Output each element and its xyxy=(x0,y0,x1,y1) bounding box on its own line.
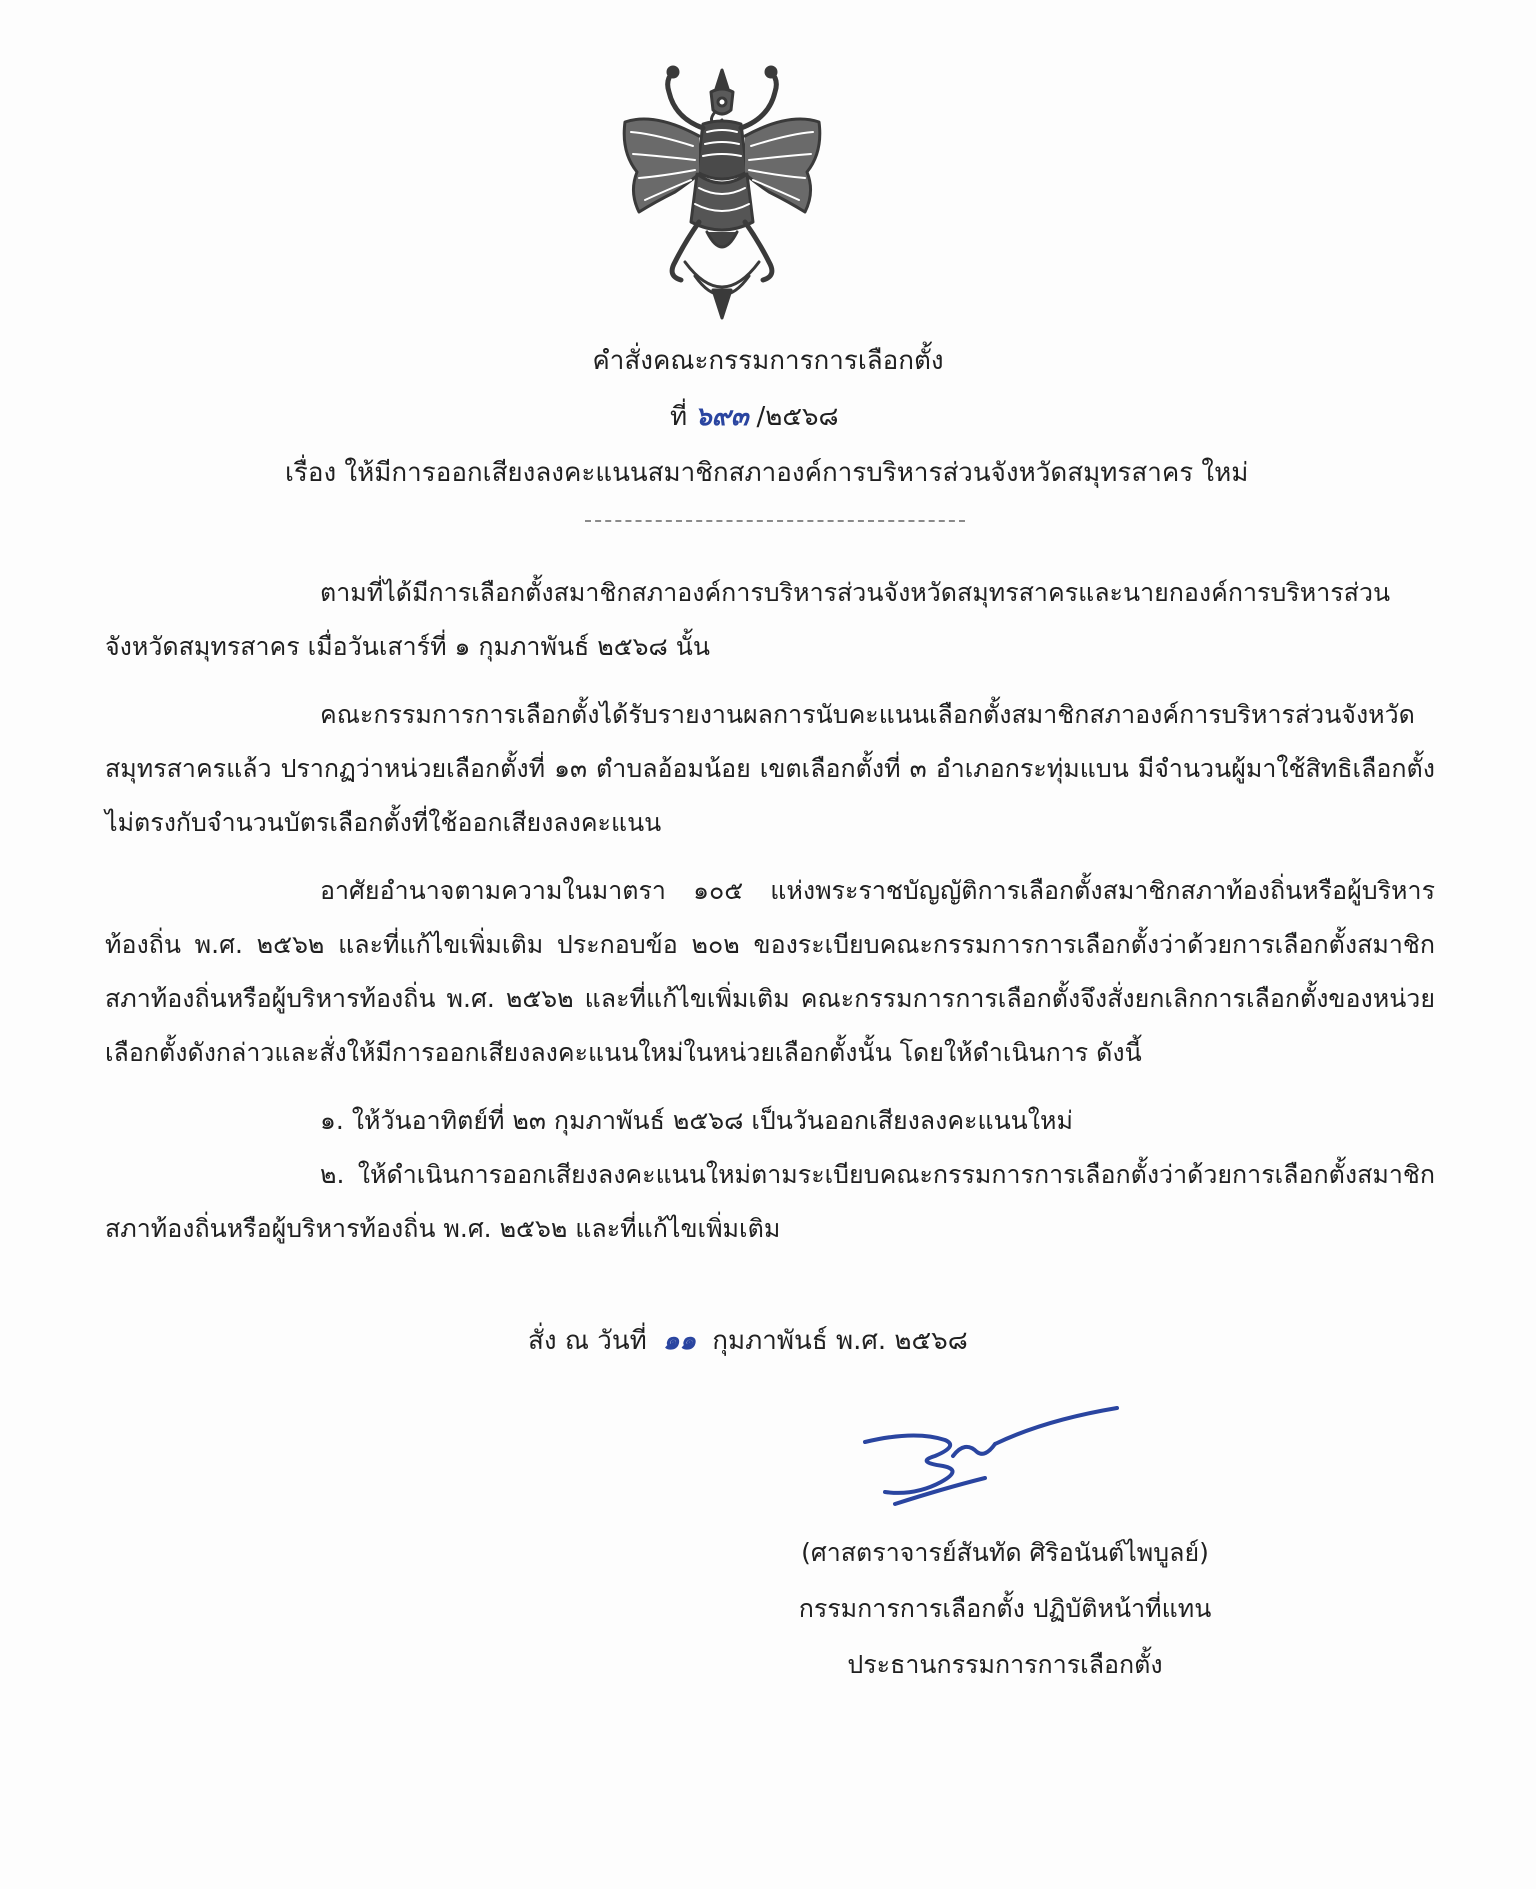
date-prefix: สั่ง ณ วันที่ xyxy=(528,1326,647,1356)
paragraph-3: อาศัยอำนาจตามความในมาตรา ๑๐๕ แห่งพระราชบัญญัติการเลือกตั้งสมาชิกสภาท้องถิ่นหรือผู้บริหารท้องถิ่น พ.ศ. ๒๕๖๒ และที่แก้ไขเพิ่มเติม ประกอบข้อ ๒๐๒ ของระเบียบคณะกรรมการการเลือกตั้งว่าด้วยการเลือกตั้งสมาชิกสภาท้องถิ่นหรือผู้บริหารท้องถิ่น พ.ศ. ๒๕๖๒ และที่แก้ไขเพิ่มเติม คณะกรรมการการเลือกตั้งจึงสั่งยกเลิกการเลือกตั้งของหน่วยเลือกตั้งดังกล่าวและสั่งให้มีการออกเสียงลงคะแนนใหม่ในหน่วยเลือกตั้งนั้น โดยให้ดำเนินการ ดังนี้ xyxy=(105,876,1435,1067)
paragraph-1: ตามที่ได้มีการเลือกตั้งสมาชิกสภาองค์การบริหารส่วนจังหวัดสมุทรสาครและนายกองค์การบริหารส่วนจังหวัดสมุทรสาคร เมื่อวันเสาร์ที่ ๑ กุมภาพันธ์ ๒๕๖๘ นั้น xyxy=(105,578,1391,661)
order-item-2: ๒. ให้ดำเนินการออกเสียงลงคะแนนใหม่ตามระเบียบคณะกรรมการการเลือกตั้งว่าด้วยการเลือกตั้งสมาชิกสภาท้องถิ่นหรือผู้บริหารท้องถิ่น พ.ศ. ๒๕๖๒ และที่แก้ไขเพิ่มเติม xyxy=(105,1160,1435,1243)
signatory-block xyxy=(740,1525,1270,1693)
garuda-emblem-icon xyxy=(615,62,830,322)
header-divider xyxy=(585,520,965,522)
date-day: ๑๑ xyxy=(663,1326,697,1356)
paragraph-2: คณะกรรมการการเลือกตั้งได้รับรายงานผลการนับคะแนนเลือกตั้งสมาชิกสภาองค์การบริหารส่วนจังหวัดสมุทรสาครแล้ว ปรากฏว่าหน่วยเลือกตั้งที่ ๑๓ ตำบลอ้อมน้อย เขตเลือกตั้งที่ ๓ อำเภอกระทุ่มแบน มีจำนวนผู้มาใช้สิทธิเลือกตั้งไม่ตรงกับจำนวนบัตรเลือกตั้งที่ใช้ออกเสียงลงคะแนน xyxy=(105,700,1435,837)
date-suffix: กุมภาพันธ์ พ.ศ. ๒๕๖๘ xyxy=(712,1326,968,1356)
document-body xyxy=(105,566,1435,1256)
order-number: ๖๙๓ xyxy=(695,402,749,432)
order-prefix: ที่ xyxy=(670,402,688,432)
document-title: คำสั่งคณะกรรมการการเลือกตั้ง xyxy=(592,346,944,376)
order-year: /๒๕๖๘ xyxy=(756,402,839,432)
issue-date-line xyxy=(528,1320,968,1361)
signatory-position-2: ประธานกรรมการการเลือกตั้ง xyxy=(847,1650,1163,1679)
document-subject: เรื่อง ให้มีการออกเสียงลงคะแนนสมาชิกสภาองค์การบริหารส่วนจังหวัดสมุทรสาคร ใหม่ xyxy=(285,458,1249,488)
order-number-line xyxy=(670,396,839,437)
signatory-name: (ศาสตราจารย์สันทัด ศิริอนันต์ไพบูลย์) xyxy=(801,1538,1209,1567)
order-item-1: ๑. ให้วันอาทิตย์ที่ ๒๓ กุมภาพันธ์ ๒๕๖๘ เป็นวันออกเสียงลงคะแนนใหม่ xyxy=(320,1106,1073,1135)
signatory-position-1: กรรมการการเลือกตั้ง ปฏิบัติหน้าที่แทน xyxy=(798,1594,1212,1623)
handwritten-signature xyxy=(855,1400,1125,1510)
